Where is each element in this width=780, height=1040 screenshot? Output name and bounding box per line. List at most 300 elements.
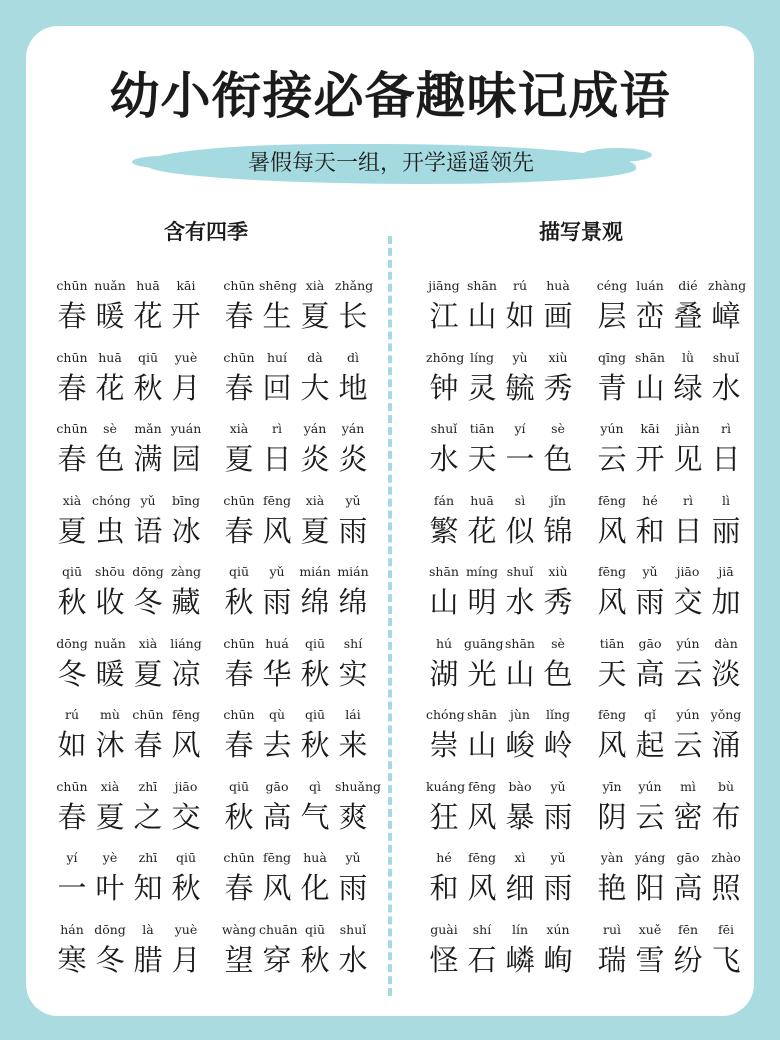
- pinyin-syllable: yǔ: [140, 492, 156, 508]
- idiom-character: 炎: [338, 442, 368, 476]
- idiom-item: [221, 778, 382, 839]
- idiom-character: 雪: [635, 942, 665, 977]
- pinyin-row: [594, 278, 747, 298]
- pinyin-syllable: shōu: [94, 564, 126, 579]
- idiom-character: 水: [338, 942, 368, 977]
- idiom-character: 纷: [673, 942, 703, 977]
- idiom-characters: [426, 940, 576, 980]
- pinyin-syllable: kuáng: [426, 778, 466, 794]
- idiom-character: 夏: [95, 799, 125, 834]
- idiom-character: 交: [673, 585, 703, 619]
- idiom-character: 青: [597, 370, 627, 405]
- pinyin-row: [594, 350, 744, 370]
- idiom-character: 峦: [635, 299, 665, 333]
- idiom-character: 春: [224, 370, 254, 405]
- idiom-character: 高: [673, 871, 703, 905]
- idiom-item: [54, 850, 204, 910]
- idiom-character: 云: [673, 656, 703, 691]
- pinyin-syllable: tiān: [469, 421, 495, 436]
- idiom-characters: [594, 439, 744, 479]
- idiom-character: 春: [224, 299, 254, 333]
- idiom-character: 丽: [711, 513, 741, 548]
- pinyin-row: [426, 421, 576, 441]
- idiom-character: 秋: [300, 656, 330, 691]
- idiom-item: [54, 493, 204, 553]
- pinyin-syllable: lín: [511, 921, 529, 937]
- idiom-character: 雨: [635, 585, 665, 619]
- pinyin-syllable: tiān: [599, 635, 625, 651]
- idiom-character: 夏: [224, 442, 254, 476]
- pinyin-syllable: qiū: [137, 349, 159, 365]
- idiom-item: [54, 350, 204, 410]
- pinyin-syllable: xià: [62, 492, 82, 508]
- idiom-character: 虫: [95, 513, 125, 548]
- idiom-characters: [221, 582, 371, 622]
- idiom-item: [426, 350, 576, 410]
- pinyin-syllable: jiāng: [428, 278, 460, 293]
- pinyin-syllable: yán: [341, 421, 365, 436]
- idiom-character: 山: [467, 728, 497, 762]
- idiom-character: 凉: [171, 656, 201, 691]
- idiom-character: 光: [467, 656, 497, 691]
- pinyin-syllable: shuǎng: [335, 778, 382, 794]
- idiom-character: 石: [467, 942, 497, 977]
- idiom-character: 风: [262, 871, 292, 905]
- pinyin-row: [221, 707, 371, 727]
- idiom-item: [54, 922, 204, 982]
- pinyin-row: [221, 564, 371, 584]
- idiom-character: 飞: [711, 942, 741, 977]
- idiom-character: 画: [543, 299, 573, 333]
- pinyin-syllable: dōng: [56, 635, 88, 651]
- pinyin-syllable: chūn: [132, 707, 164, 722]
- idiom-item: [426, 636, 576, 696]
- idiom-character: 夏: [300, 513, 330, 548]
- idiom-character: 开: [171, 299, 201, 333]
- pinyin-syllable: hán: [60, 921, 84, 937]
- idiom-character: 阳: [635, 871, 665, 905]
- idiom-character: 冰: [171, 513, 201, 548]
- idiom-character: 冬: [95, 942, 125, 977]
- pinyin-syllable: yí: [514, 421, 526, 436]
- pinyin-syllable: zhōng: [426, 349, 465, 365]
- idiom-character: 开: [635, 442, 665, 476]
- pinyin-row: [54, 707, 204, 727]
- idiom-item: [594, 278, 747, 338]
- pinyin-syllable: dōng: [132, 564, 164, 579]
- idiom-character: 湖: [429, 656, 459, 691]
- idiom-character: 满: [133, 442, 163, 476]
- pinyin-syllable: dì: [347, 349, 359, 365]
- idiom-character: 一: [505, 442, 535, 476]
- pinyin-syllable: qiū: [304, 921, 326, 937]
- pinyin-syllable: bīng: [171, 492, 201, 508]
- idiom-character: 风: [597, 513, 627, 548]
- pinyin-row: [221, 278, 374, 298]
- idiom-characters: [426, 511, 576, 551]
- pinyin-syllable: ruì: [602, 921, 622, 937]
- pinyin-syllable: xià: [305, 278, 325, 293]
- pinyin-syllable: guài: [430, 921, 458, 937]
- pinyin-syllable: qīng: [597, 349, 627, 365]
- idiom-character: 日: [262, 442, 292, 476]
- idiom-characters: [221, 940, 371, 980]
- idiom-characters: [426, 797, 576, 837]
- pinyin-syllable: shān: [467, 278, 497, 293]
- idiom-characters: [426, 868, 576, 908]
- idiom-item: [221, 922, 371, 982]
- pinyin-row: [426, 350, 576, 370]
- idiom-character: 春: [133, 728, 163, 762]
- idiom-characters: [426, 582, 576, 622]
- idiom-character: 望: [224, 942, 254, 977]
- idiom-character: 雨: [262, 585, 292, 619]
- idiom-character: 华: [262, 656, 292, 691]
- idiom-character: 腊: [133, 942, 163, 977]
- pinyin-row: [426, 278, 576, 298]
- pinyin-syllable: líng: [469, 349, 495, 365]
- idiom-item: [594, 350, 744, 410]
- idiom-character: 云: [673, 728, 703, 762]
- idiom-characters: [426, 296, 576, 336]
- idiom-characters: [594, 940, 744, 980]
- idiom-characters: [594, 368, 744, 408]
- pinyin-syllable: yí: [66, 850, 78, 865]
- idiom-character: 月: [171, 370, 201, 405]
- idiom-item: [594, 493, 744, 553]
- idiom-character: 实: [338, 656, 368, 691]
- pinyin-row: [594, 564, 744, 584]
- idiom-item: [221, 564, 371, 624]
- pinyin-syllable: yán: [303, 421, 327, 436]
- pinyin-syllable: fēng: [597, 492, 627, 508]
- idiom-character: 交: [171, 799, 201, 834]
- idiom-item: [594, 850, 744, 910]
- idiom-characters: [221, 439, 371, 479]
- pinyin-syllable: mù: [100, 707, 120, 722]
- pinyin-syllable: chūn: [223, 492, 255, 508]
- pinyin-syllable: fēng: [467, 850, 497, 865]
- pinyin-syllable: kāi: [640, 421, 660, 436]
- idiom-item: [54, 421, 204, 481]
- idiom-characters: [594, 725, 744, 765]
- idiom-character: 如: [57, 728, 87, 762]
- idiom-character: 高: [635, 656, 665, 691]
- idiom-character: 灵: [467, 370, 497, 405]
- pinyin-syllable: guāng: [464, 635, 504, 651]
- pinyin-syllable: hé: [436, 850, 452, 865]
- idiom-character: 细: [505, 871, 535, 905]
- idiom-item: [221, 493, 371, 553]
- pinyin-syllable: qǐ: [644, 707, 656, 722]
- pinyin-syllable: huā: [136, 278, 160, 293]
- idiom-characters: [594, 582, 744, 622]
- pinyin-syllable: yún: [676, 707, 700, 722]
- idiom-character: 叶: [95, 871, 125, 905]
- pinyin-syllable: yù: [512, 349, 528, 365]
- idiom-item: [426, 421, 576, 481]
- idiom-item: [426, 707, 576, 767]
- idiom-character: 生: [262, 299, 292, 333]
- idiom-character: 加: [711, 585, 741, 619]
- pinyin-syllable: dà: [307, 349, 323, 365]
- pinyin-syllable: shuǐ: [339, 921, 367, 937]
- idiom-characters: [54, 439, 204, 479]
- pinyin-syllable: gāo: [265, 778, 289, 794]
- idiom-character: 绿: [673, 370, 703, 405]
- pinyin-syllable: fēng: [597, 564, 627, 579]
- pinyin-syllable: yǔ: [642, 564, 658, 579]
- idiom-character: 回: [262, 370, 292, 405]
- idiom-item: [221, 850, 371, 910]
- idiom-character: 密: [673, 799, 703, 834]
- idiom-character: 化: [300, 871, 330, 905]
- idiom-character: 山: [429, 585, 459, 619]
- pinyin-syllable: chóng: [92, 492, 131, 508]
- idiom-character: 繁: [429, 513, 459, 548]
- pinyin-syllable: xì: [514, 850, 526, 865]
- idiom-character: 雨: [338, 513, 368, 548]
- pinyin-syllable: zhào: [711, 850, 741, 865]
- pinyin-syllable: yè: [102, 850, 118, 865]
- pinyin-syllable: qiū: [61, 564, 83, 579]
- idiom-character: 花: [467, 513, 497, 548]
- pinyin-row: [426, 493, 576, 513]
- idiom-character: 毓: [505, 370, 535, 405]
- idiom-character: 如: [505, 299, 535, 333]
- pinyin-syllable: yǒng: [710, 707, 742, 722]
- idiom-character: 淡: [711, 656, 741, 691]
- idiom-item: [54, 707, 204, 767]
- pinyin-syllable: shuǐ: [712, 349, 740, 365]
- idiom-characters: [221, 654, 371, 694]
- pinyin-syllable: lǐng: [545, 707, 571, 722]
- idiom-item: [221, 278, 374, 338]
- pinyin-row: [54, 493, 204, 513]
- idiom-item: [426, 278, 576, 338]
- idiom-characters: [54, 868, 204, 908]
- pinyin-row: [54, 350, 204, 370]
- pinyin-syllable: bù: [717, 778, 735, 794]
- pinyin-syllable: zhī: [138, 850, 158, 865]
- pinyin-row: [426, 707, 576, 727]
- idiom-character: 春: [57, 370, 87, 405]
- pinyin-syllable: qiū: [228, 778, 250, 794]
- idiom-character: 天: [467, 442, 497, 476]
- idiom-character: 岭: [543, 728, 573, 762]
- idiom-characters: [54, 511, 204, 551]
- pinyin-syllable: yún: [676, 635, 700, 651]
- idiom-character: 艳: [597, 871, 627, 905]
- pinyin-syllable: rú: [64, 707, 80, 722]
- pinyin-syllable: yún: [600, 421, 624, 436]
- idiom-characters: [221, 868, 371, 908]
- idiom-item: [594, 421, 744, 481]
- pinyin-row: [426, 779, 576, 799]
- idiom-character: 冬: [133, 585, 163, 619]
- pinyin-syllable: dié: [678, 278, 698, 293]
- idiom-character: 冬: [57, 656, 87, 691]
- idiom-character: 日: [711, 442, 741, 476]
- pinyin-row: [221, 636, 371, 656]
- idiom-character: 雨: [543, 799, 573, 834]
- idiom-character: 江: [429, 299, 459, 333]
- pinyin-syllable: chūn: [223, 707, 255, 722]
- pinyin-syllable: yǔ: [550, 850, 566, 865]
- idiom-item: [594, 922, 744, 982]
- pinyin-row: [594, 779, 744, 799]
- idiom-character: 去: [262, 728, 292, 762]
- pinyin-syllable: wàng: [221, 921, 257, 937]
- idiom-character: 水: [505, 585, 535, 619]
- idiom-characters: [221, 511, 371, 551]
- idiom-item: [594, 779, 744, 839]
- idiom-character: 明: [467, 585, 497, 619]
- pinyin-syllable: fēng: [597, 707, 627, 722]
- pinyin-syllable: míng: [466, 564, 498, 579]
- pinyin-row: [221, 778, 382, 799]
- pinyin-syllable: shān: [467, 707, 497, 722]
- pinyin-syllable: yuán: [170, 421, 202, 436]
- pinyin-row: [54, 636, 204, 656]
- idiom-character: 照: [711, 871, 741, 905]
- idiom-character: 层: [597, 299, 627, 333]
- idiom-item: [594, 564, 744, 624]
- pinyin-syllable: xià: [229, 421, 249, 436]
- idiom-character: 风: [262, 513, 292, 548]
- idiom-characters: [426, 368, 576, 408]
- pinyin-syllable: huā: [98, 349, 122, 365]
- idiom-character: 一: [57, 871, 87, 905]
- pinyin-syllable: huí: [266, 349, 288, 365]
- idiom-character: 地: [338, 370, 368, 405]
- idiom-character: 色: [543, 442, 573, 476]
- idiom-character: 钟: [429, 370, 459, 405]
- pinyin-row: [426, 636, 576, 656]
- idiom-character: 春: [57, 299, 87, 333]
- idiom-character: 知: [133, 871, 163, 905]
- idiom-character: 来: [338, 728, 368, 762]
- idiom-character: 秋: [171, 871, 201, 905]
- idiom-character: 春: [57, 799, 87, 834]
- pinyin-syllable: kāi: [176, 278, 196, 293]
- pinyin-row: [594, 493, 744, 513]
- idiom-character: 夏: [57, 513, 87, 548]
- pinyin-syllable: shān: [635, 349, 665, 365]
- pinyin-syllable: qiū: [228, 564, 250, 579]
- idiom-characters: [54, 582, 204, 622]
- idiom-character: 收: [95, 585, 125, 619]
- pinyin-syllable: hú: [435, 635, 453, 651]
- idiom-character: 春: [57, 442, 87, 476]
- idiom-item: [54, 779, 204, 839]
- pinyin-syllable: dōng: [94, 921, 126, 937]
- idiom-characters: [54, 797, 204, 837]
- idiom-character: 秋: [224, 799, 254, 834]
- pinyin-syllable: céng: [596, 278, 628, 293]
- idiom-item: [221, 350, 371, 410]
- pinyin-syllable: jiàn: [676, 421, 700, 436]
- idiom-character: 暴: [505, 799, 535, 834]
- pinyin-syllable: dàn: [714, 635, 738, 651]
- pinyin-syllable: shuǐ: [430, 421, 458, 436]
- pinyin-syllable: jiāo: [174, 778, 198, 794]
- idiom-character: 怪: [429, 942, 459, 977]
- idiom-character: 风: [597, 728, 627, 762]
- pinyin-row: [426, 564, 576, 584]
- idiom-character: 峋: [543, 942, 573, 977]
- idiom-characters: [594, 654, 744, 694]
- pinyin-syllable: sè: [551, 421, 565, 436]
- idiom-character: 云: [597, 442, 627, 476]
- pinyin-row: [594, 636, 744, 656]
- idiom-characters: [54, 654, 204, 694]
- pinyin-syllable: qiū: [175, 850, 197, 865]
- pinyin-syllable: huā: [470, 492, 494, 508]
- idiom-characters: [594, 296, 744, 336]
- pinyin-syllable: rú: [512, 278, 528, 293]
- pinyin-syllable: gāo: [676, 850, 700, 865]
- pinyin-syllable: shān: [505, 635, 535, 651]
- idiom-character: 见: [673, 442, 703, 476]
- pinyin-syllable: yīn: [602, 778, 622, 794]
- idiom-characters: [221, 296, 371, 336]
- pinyin-row: [426, 922, 576, 942]
- pinyin-syllable: lái: [345, 707, 361, 722]
- idiom-character: 秋: [224, 585, 254, 619]
- left-column-heading: 含有四季: [164, 220, 248, 244]
- pinyin-syllable: yàn: [600, 850, 624, 865]
- idiom-character: 暖: [95, 299, 125, 333]
- pinyin-row: [221, 421, 371, 441]
- idiom-character: 瑞: [597, 942, 627, 977]
- idiom-character: 和: [635, 513, 665, 548]
- pinyin-syllable: chūn: [56, 349, 88, 365]
- idiom-character: 秀: [543, 585, 573, 619]
- idiom-character: 长: [338, 299, 368, 333]
- pinyin-syllable: sè: [551, 635, 565, 651]
- pinyin-syllable: qiū: [304, 707, 326, 722]
- idiom-characters: [221, 725, 371, 765]
- pinyin-syllable: qù: [268, 707, 286, 722]
- idiom-item: [221, 421, 371, 481]
- idiom-character: 锦: [543, 513, 573, 548]
- pinyin-syllable: chūn: [223, 635, 255, 651]
- idiom-character: 风: [171, 728, 201, 762]
- idiom-character: 寒: [57, 942, 87, 977]
- idiom-character: 崇: [429, 728, 459, 762]
- idiom-character: 和: [429, 871, 459, 905]
- pinyin-row: [594, 421, 744, 441]
- idiom-character: 绵: [338, 585, 368, 619]
- pinyin-syllable: zhǎng: [335, 278, 374, 293]
- idiom-character: 雨: [338, 871, 368, 905]
- idiom-character: 起: [635, 728, 665, 762]
- pinyin-syllable: chūn: [56, 421, 88, 436]
- idiom-characters: [426, 439, 576, 479]
- idiom-character: 语: [133, 513, 163, 548]
- pinyin-syllable: lǜ: [681, 349, 695, 365]
- idiom-character: 气: [300, 799, 330, 834]
- idiom-item: [426, 564, 576, 624]
- idiom-character: 夏: [133, 656, 163, 691]
- idiom-character: 藏: [171, 585, 201, 619]
- pinyin-syllable: fēng: [262, 492, 292, 508]
- idiom-item: [426, 922, 576, 982]
- pinyin-syllable: fēng: [262, 850, 292, 865]
- pinyin-syllable: xià: [138, 635, 158, 651]
- idiom-character: 阴: [597, 799, 627, 834]
